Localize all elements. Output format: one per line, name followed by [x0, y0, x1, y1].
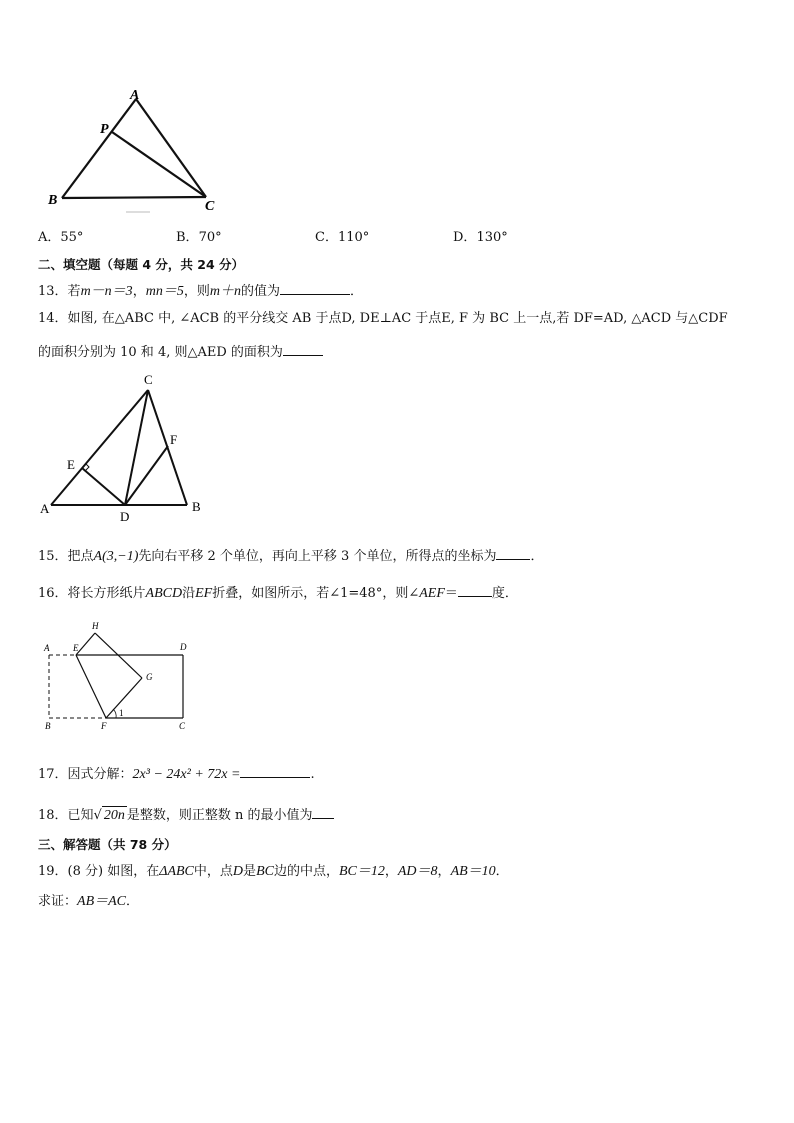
q19-bc: BC — [256, 864, 274, 879]
q16-answer-blank[interactable] — [458, 583, 492, 597]
figure-triangle-apc — [40, 85, 230, 220]
segment-ac — [51, 390, 148, 505]
segment-eh — [76, 633, 95, 655]
label-b: B — [48, 193, 58, 208]
q16-mid1: 沿 — [182, 586, 196, 601]
question-16 — [38, 583, 518, 603]
q17-pre: 17．因式分解： — [38, 767, 133, 782]
q16-ef: EF — [195, 586, 213, 601]
q15-post: 先向右平移 2 个单位，再向上平移 3 个单位，所得点的坐标为 — [138, 549, 497, 564]
question-19-line-1 — [38, 863, 509, 881]
question-14-line-1: 14．如图, 在△ABC 中, ∠ACB 的平分线交 AB 于点D, DE⊥AC 于点E, F 为 BC 上一点,若 DF=AD, △ACD 与△CDF — [38, 311, 728, 326]
figure-folded-rectangle — [40, 618, 200, 736]
figure-triangle-acb — [35, 368, 215, 528]
segment-gf — [106, 678, 142, 718]
q13-pre: 若 — [67, 284, 81, 299]
q13-answer-blank[interactable] — [280, 281, 350, 295]
question-17 — [38, 764, 315, 784]
q19-pre: 19．(8 分) 如图，在 — [38, 864, 160, 879]
q19-mid2: 是 — [243, 864, 257, 879]
question-13 — [38, 281, 363, 301]
q19-triangle: ΔABC — [159, 864, 194, 879]
q19-prove-label: 求证： — [38, 894, 78, 909]
question-14-line-2 — [38, 342, 323, 362]
q15-end: ． — [530, 549, 544, 564]
label-g: G — [146, 672, 153, 682]
label-p: P — [100, 122, 109, 137]
q18-radicand: 20n — [103, 808, 125, 823]
q19-end: ． — [495, 864, 509, 879]
option-b — [176, 229, 222, 247]
q17-answer-blank[interactable] — [240, 764, 310, 778]
q18-answer-blank[interactable] — [312, 805, 334, 819]
label-c: C — [179, 721, 186, 731]
label-a: A — [44, 643, 50, 653]
segment-pc — [112, 132, 206, 197]
segment-bc — [62, 197, 206, 198]
q18-pre: 18．已知 — [38, 808, 94, 823]
q19-eq1: BC＝12 — [338, 864, 385, 879]
q13-eq1: m－n＝3 — [80, 284, 133, 299]
label-d: D — [120, 509, 130, 524]
label-b: B — [192, 499, 201, 514]
label-a: A — [40, 501, 50, 516]
option-c-value: 110° — [337, 230, 370, 245]
label-a: A — [130, 88, 140, 103]
segment-ed — [82, 468, 125, 505]
option-b-label: B． — [176, 230, 199, 245]
q13-post: 的值为 — [240, 284, 280, 299]
question-18 — [38, 805, 334, 825]
option-c — [315, 229, 369, 247]
q19-post: 边的中点， — [273, 864, 339, 879]
label-e: E — [67, 457, 75, 472]
q19-mid: 中，点 — [193, 864, 233, 879]
option-a-value: 55° — [60, 230, 84, 245]
section-3-title: 三、解答题（共 78 分） — [38, 837, 177, 852]
q19-sep2: ， — [437, 864, 451, 879]
q16-mid2: 折叠，如图所示，若∠1=48°，则∠ — [212, 586, 420, 601]
label-f: F — [101, 721, 107, 731]
label-h: H — [92, 621, 99, 631]
option-b-value: 70° — [198, 230, 222, 245]
option-d-value: 130° — [476, 230, 508, 245]
q19-prove-eq: AB＝AC — [77, 894, 127, 909]
q19-eq2: AD＝8 — [397, 864, 438, 879]
q13-eq2: mn＝5 — [145, 284, 184, 299]
q14-answer-blank[interactable] — [283, 342, 323, 356]
q19-sep1: ， — [384, 864, 398, 879]
q19-prove-end: ． — [126, 894, 140, 909]
q16-post: ＝ — [444, 586, 458, 601]
label-b: B — [45, 721, 51, 731]
sqrt-sign-icon: √ — [93, 808, 102, 823]
option-d-label: D． — [453, 230, 477, 245]
segment-ac — [136, 99, 206, 197]
q17-end: . — [310, 767, 315, 782]
question-15 — [38, 546, 543, 566]
q13-mid: ，则 — [183, 284, 210, 299]
label-d: D — [180, 642, 187, 652]
question-19-line-2 — [38, 893, 139, 911]
q15-point: A(3,−1) — [93, 549, 139, 564]
label-c: C — [144, 372, 153, 387]
q15-answer-blank[interactable] — [496, 546, 530, 560]
segment-ef — [76, 655, 106, 718]
q16-rect: ABCD — [145, 586, 183, 601]
q16-end: 度． — [491, 586, 518, 601]
q18-post: 是整数，则正整数 n 的最小值为 — [126, 808, 313, 823]
option-d — [453, 229, 508, 247]
q13-expr: m＋n — [209, 284, 241, 299]
option-c-label: C． — [315, 230, 338, 245]
label-e: E — [73, 643, 79, 653]
label-f: F — [170, 432, 178, 447]
q14-line2-text: 的面积分别为 10 和 4, 则△AED 的面积为 — [38, 345, 283, 360]
option-a-label: A． — [38, 230, 61, 245]
q16-aef: AEF — [419, 586, 445, 601]
q19-eq3: AB＝10 — [450, 864, 496, 879]
label-c: C — [205, 199, 215, 214]
q13-sep: ， — [132, 284, 146, 299]
q15-pre: 15．把点 — [38, 549, 94, 564]
option-a — [38, 229, 83, 247]
q19-point-d: D — [232, 864, 244, 879]
label-angle-1: 1 — [119, 708, 124, 718]
segment-ab — [62, 99, 136, 198]
section-2-title: 二、填空题（每题 4 分，共 24 分） — [38, 257, 245, 272]
q13-end: ． — [349, 284, 363, 299]
q17-expr: 2x³ − 24x² + 72x = — [132, 767, 241, 782]
q13-number: 13． — [38, 284, 68, 299]
q16-pre: 16．将长方形纸片 — [38, 586, 146, 601]
